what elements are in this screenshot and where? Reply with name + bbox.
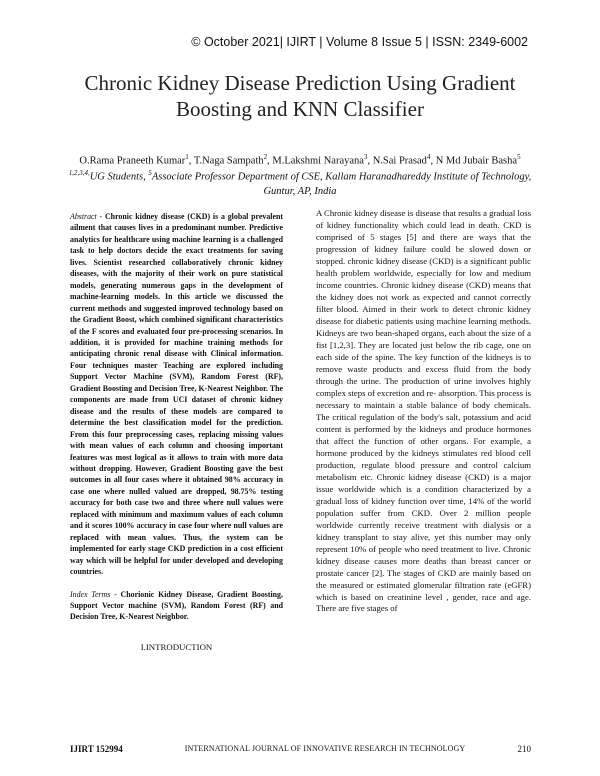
- author-index: 3: [363, 153, 368, 161]
- paper-title: Chronic Kidney Disease Prediction Using Gradient Boosting and KNN Classifier: [84, 71, 516, 121]
- index-terms-label: Index Terms -: [70, 589, 117, 599]
- index-terms-text: Chorionic Kidney Disease, Gradient Boosting, Support Vector machine (SVM), Random Forest (RF) and Decision Tree, K-Nearest Neighbor.: [70, 589, 283, 622]
- author-name: M.Lakshmi Narayana: [272, 155, 364, 167]
- author-index: 5: [517, 153, 521, 161]
- author-index: 4: [426, 153, 431, 161]
- abstract-text: Chronic kidney disease (CKD) is a global prevalent ailment that causes lives in a predominant number. Predictive analytics for healthcare using machine learning is a challenged task to help doctors decide the exact treatments for saving lives. Scientist researched collaboratively chronic kidney diseases, with the majority of their work on pure statistical models, generating numerous gaps in the development of machine-learning models. In this article we discussed the current methods and suggested improved technology based on the Gradient Boost, which combined significant characteristics of the F scores and evaluated four pre-processing scenarios. In addition, it is provided for machine training methods for anticipating chronic renal disease with Clinical information. Four techniques master Teaching are explored including Support Vector Machine (SVM), Random Forest (RF), Gradient Boosting and Decision Tree, K-Nearest Neighbor. The components are made from UCI dataset of chronic kidney disease and the results of these models are compared to determine the best classification model for the prediction. From this four preprocessing cases, replacing missing values with mean values of each column and choosing important features was most logical as it allows to train with more data without dropping. However, Gradient Boosting gave the best outcomes in all four cases where it obtained 98% accuracy in case one where nulled valued are dropped, 98.75% testing accuracy for both case two and three where null values were replaced with minimum and maximum values of each column and it scores 100% accuracy in case four where null values are replaced with mean values. Thus, the system can be implemented for early stage CKD prediction in a cost efficient way which will be helpful for under developed and developing countries.: [70, 212, 283, 577]
- affiliation-text: Associate Professor Department of CSE, Kallam Haranadhareddy Institute of Technology, Guntur, AP, India: [151, 171, 532, 197]
- author-name: N Md Jubair Basha: [435, 155, 518, 167]
- footer-journal-name: INTERNATIONAL JOURNAL OF INNOVATIVE RESEARCH IN TECHNOLOGY: [184, 744, 466, 753]
- journal-header: © October 2021| IJIRT | Volume 8 Issue 5 | ISSN: 2349-6002: [191, 35, 528, 49]
- abstract-label: Abstract -: [70, 212, 103, 221]
- affiliation-index: 1,2,3,4,: [68, 169, 90, 177]
- author-name: T.Naga Sampath: [193, 155, 264, 167]
- affiliation-index: 5: [148, 169, 152, 177]
- section-heading: I.INTRODUCTION: [140, 641, 213, 652]
- footer-paper-id: IJIRT 152994: [70, 744, 123, 754]
- author-index: 2: [263, 153, 268, 161]
- index-terms: [70, 589, 283, 623]
- author-list: O.Rama Praneeth Kumar$^1$, T.Naga Sampath$^2$, M.Lakshmi Narayana$^3$, N.Sai Prasad$^4$, N Md Jubair Basha$^5$: [79, 153, 521, 167]
- author-name: N.Sai Prasad: [372, 155, 427, 167]
- affiliation: [60, 166, 540, 199]
- abstract: [70, 211, 283, 578]
- left-column: [70, 211, 283, 653]
- author-index: 1: [185, 153, 189, 161]
- author-name: O.Rama Praneeth Kumar: [79, 155, 186, 167]
- affiliation-text: UG Students,: [89, 171, 149, 183]
- introduction-body: A Chronic kidney disease is disease that results a gradual loss of kidney functionality which could lead in death. CKD is comprised of 5 stages [5] and there are ways that the progression of kidney failure could be slowed down or stopped. chronic kidney disease (CKD) is a significant public health problem worldwide, especially for low and medium income countries. Chronic kidney disease (CKD) means that the kidney does not work as expected and cannot correctly filter blood. Aimed in their work to detect chronic kidney disease for diabetic patients using machine learning methods. Kidneys are two bean-shaped organs, each about the size of a fist [1,2,3]. They are located just below the rib cage, one on each side of the spine. The key function of the kidneys is to remove waste products and excess fluid from the body through the urine. The production of urine involves highly complex steps of excretion and re- absorption. This process is necessary to maintain a stable balance of body chemicals. The critical regulation of the body's salt, potassium and acid content is performed by the kidneys and produce hormones that affect the function of other organs. For example, a hormone produced by the kidneys stimulates red blood cell production, regulate blood pressure and control calcium metabolism etc. Chronic kidney disease (CKD) is a major issue worldwide which is a condition characterized by a gradual loss of kidney function over time, 14% of the world population suffer from CKD. Over 2 million people worldwide currently receive treatment with dialysis or a kidney transplant to stay alive, yet this number may only represent 10% of people who need treatment to live. Chronic kidney disease causes more deaths than breast cancer or prostate cancer [2]. The stages of CKD are mainly based on the measured or estimated glomerular filtration rate (eGFR) which is based on creatinine level , gender, race and age. There are five stages of: [316, 208, 531, 614]
- page-number: 210: [517, 744, 531, 754]
